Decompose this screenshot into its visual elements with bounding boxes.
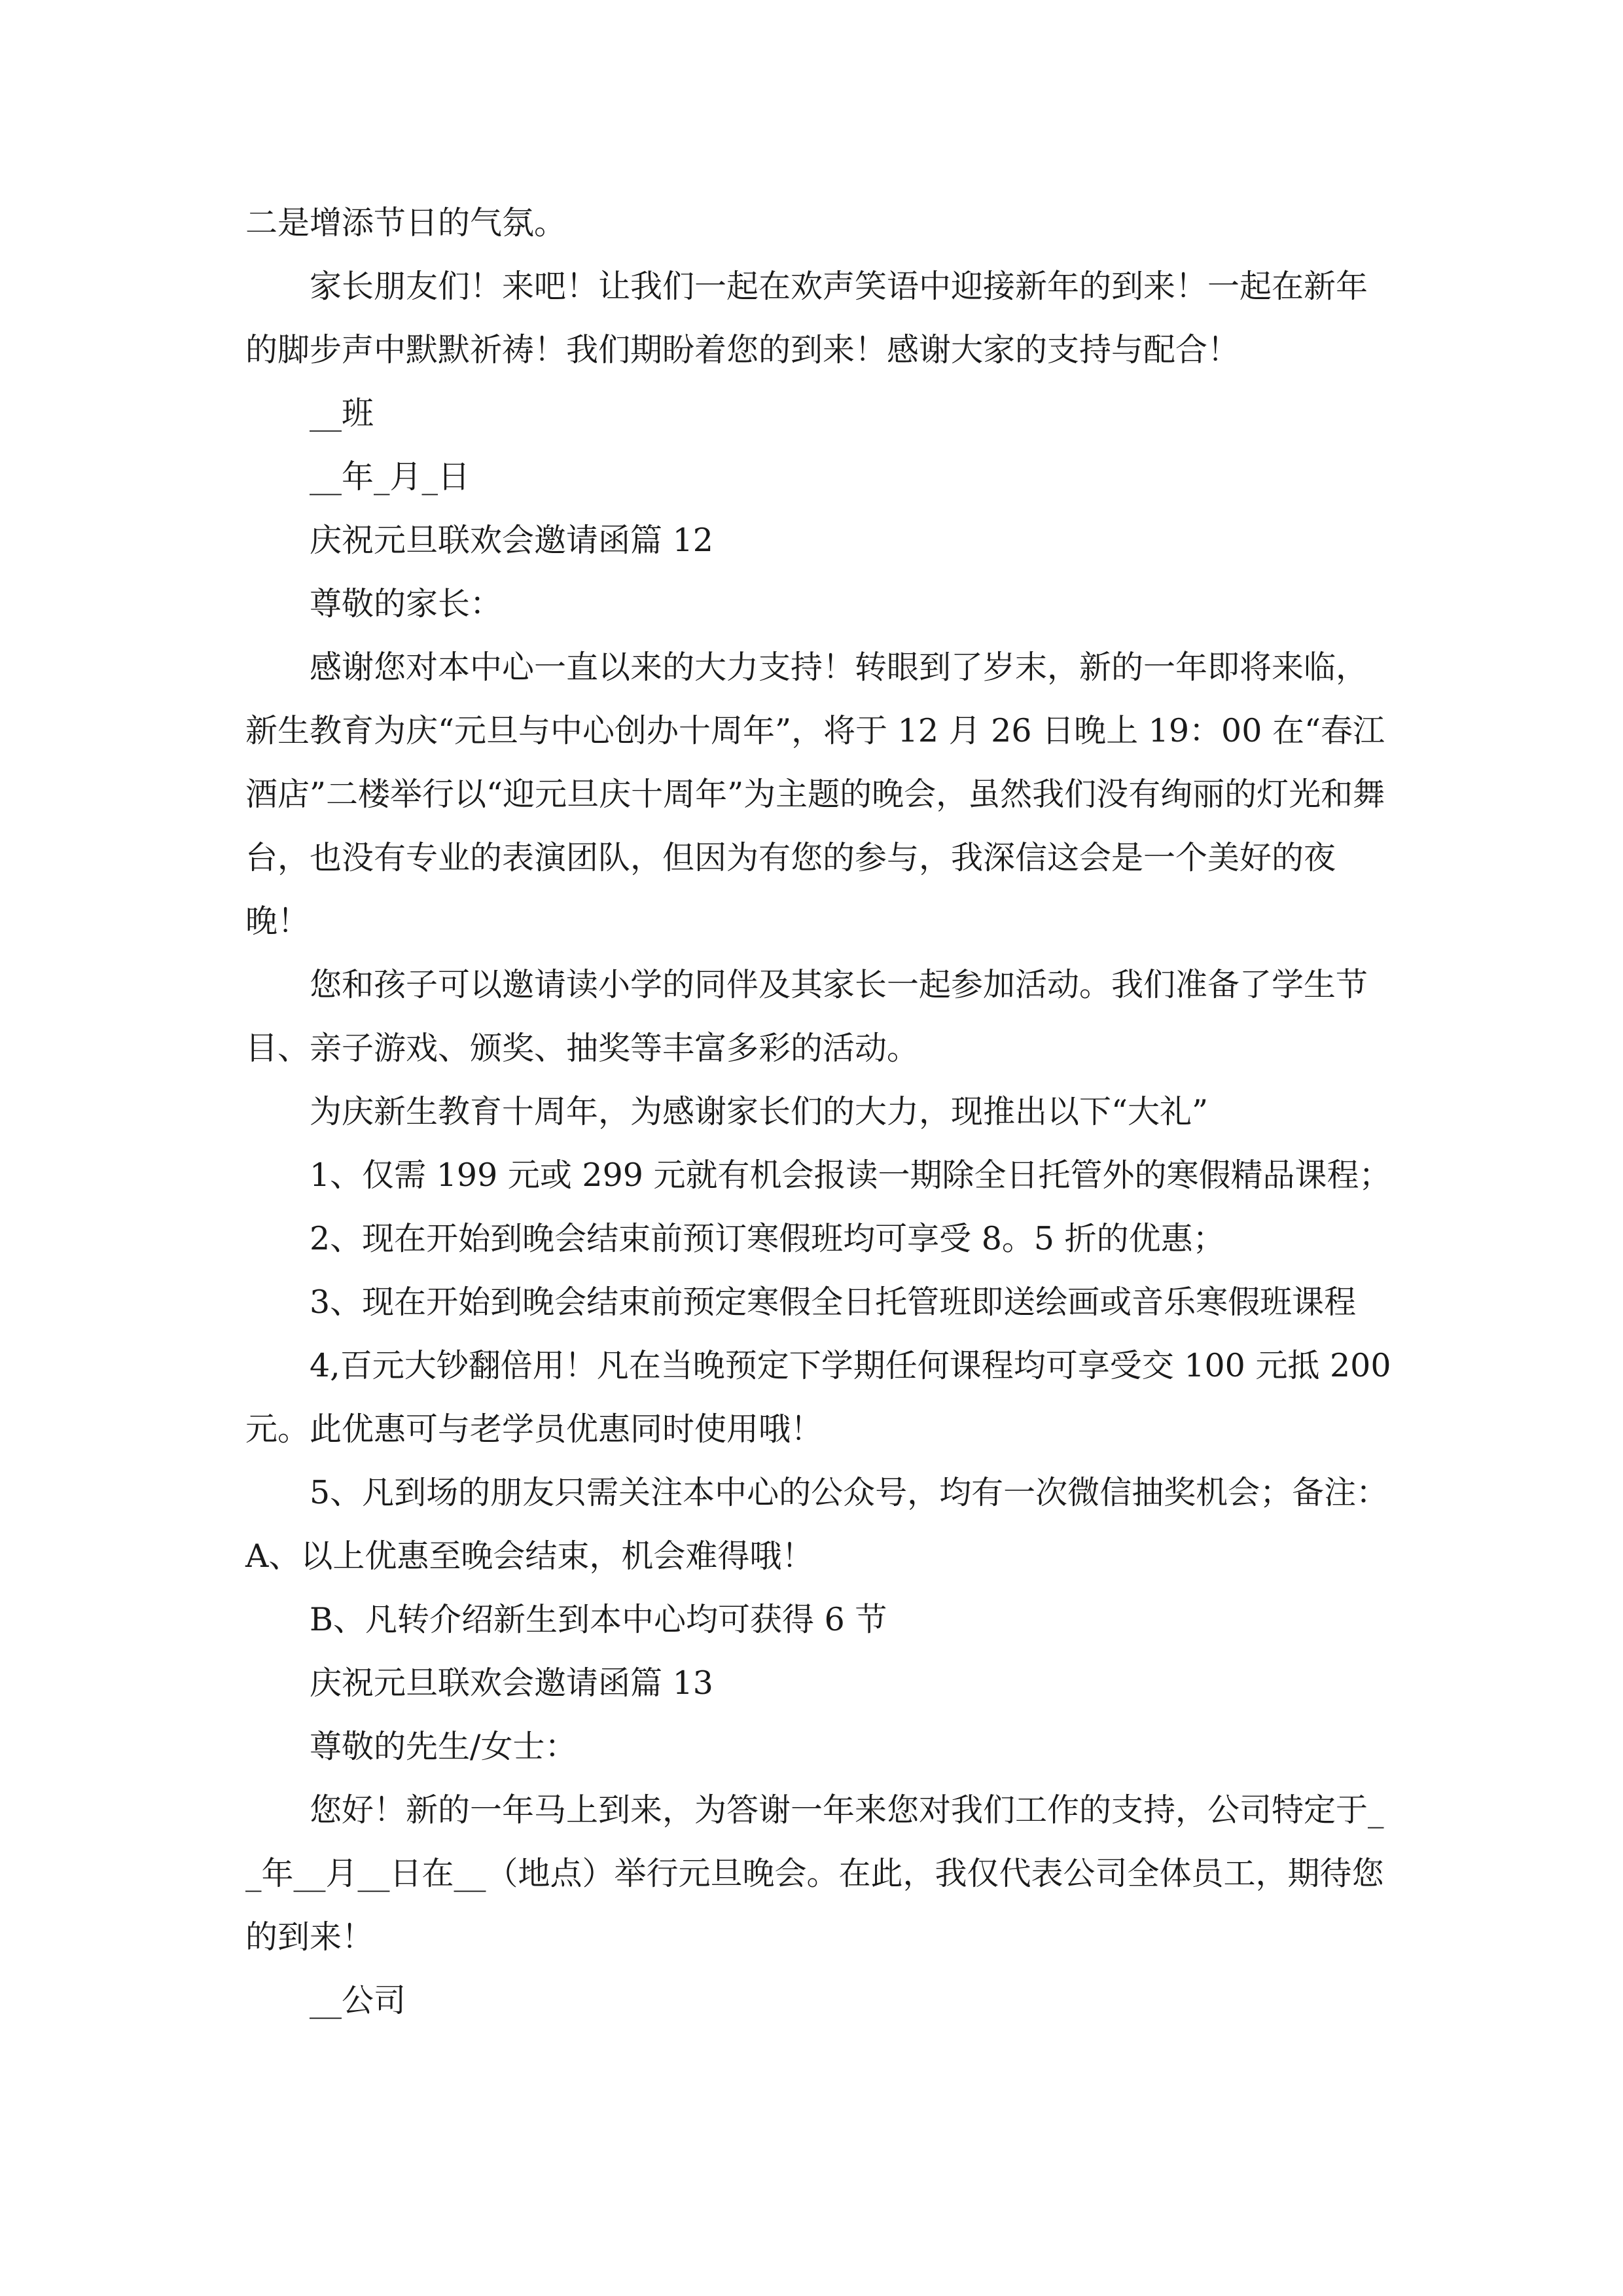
- note-b: B、凡转介绍新生到本中心均可获得 6 节: [310, 1601, 887, 1638]
- signature-class: __班: [310, 395, 374, 432]
- list-item-gift-5: 5、凡到场的朋友只需关注本中心的公众号，均有一次微信抽奖机会；备注：A、以上优惠至晚会结束，机会难得哦！: [245, 1474, 1389, 1575]
- signature-company: __公司: [310, 1982, 406, 2019]
- list-item-gift-4: 4,百元大钞翻倍用！凡在当晚预定下学期任何课程均可享受交 100 元抵 200 元。此优惠可与老学员优惠同时使用哦！: [245, 1347, 1391, 1448]
- paragraph-company-invitation: 您好！新的一年马上到来，为答谢一年来您对我们工作的支持，公司特定于__年__月__日在__（地点）举行元旦晚会。在此，我仅代表公司全体员工，期待您的到来！: [245, 1791, 1384, 1956]
- paragraph-activities: 您和孩子可以邀请读小学的同伴及其家长一起参加活动。我们准备了学生节目、亲子游戏、颁奖、抽奖等丰富多彩的活动。: [245, 966, 1368, 1067]
- paragraph-parents-invitation: 家长朋友们！来吧！让我们一起在欢声笑语中迎接新年的到来！一起在新年的脚步声中默默祈祷！我们期盼着您的到来！感谢大家的支持与配合！: [245, 268, 1368, 368]
- paragraph-festive-atmosphere: 二是增添节日的气氛。: [245, 204, 567, 242]
- salutation-parents: 尊敬的家长：: [310, 585, 503, 622]
- salutation-sir-madam: 尊敬的先生/女士：: [310, 1728, 577, 1765]
- list-item-gift-1: 1、仅需 199 元或 299 元就有机会报读一期除全日托管外的寒假精品课程；: [310, 1157, 1391, 1194]
- document-body: [245, 191, 1397, 2032]
- section-title-12: 庆祝元旦联欢会邀请函篇 12: [310, 522, 713, 559]
- list-item-gift-2: 2、现在开始到晚会结束前预订寒假班均可享受 8。5 折的优惠；: [310, 1220, 1225, 1257]
- section-title-13: 庆祝元旦联欢会邀请函篇 13: [310, 1664, 713, 1702]
- paragraph-gifts-intro: 为庆新生教育十周年，为感谢家长们的大力，现推出以下“大礼”: [310, 1093, 1209, 1130]
- signature-date: __年_月_日: [310, 458, 471, 495]
- list-item-gift-3: 3、现在开始到晚会结束前预定寒假全日托管班即送绘画或音乐寒假班课程: [310, 1283, 1357, 1321]
- paragraph-gala-announcement: 感谢您对本中心一直以来的大力支持！转眼到了岁末，新的一年即将来临，新生教育为庆“元旦与中心创办十周年”，将于 12 月 26 日晚上 19：00 在“春江酒店”二楼举行以“迎元旦庆十周年”为主题的晚会，虽然我们没有绚丽的灯光和舞台，也没有专业的表演团队，但因为有您的参与，我深信这会是一个美好的夜晚！: [245, 649, 1385, 940]
